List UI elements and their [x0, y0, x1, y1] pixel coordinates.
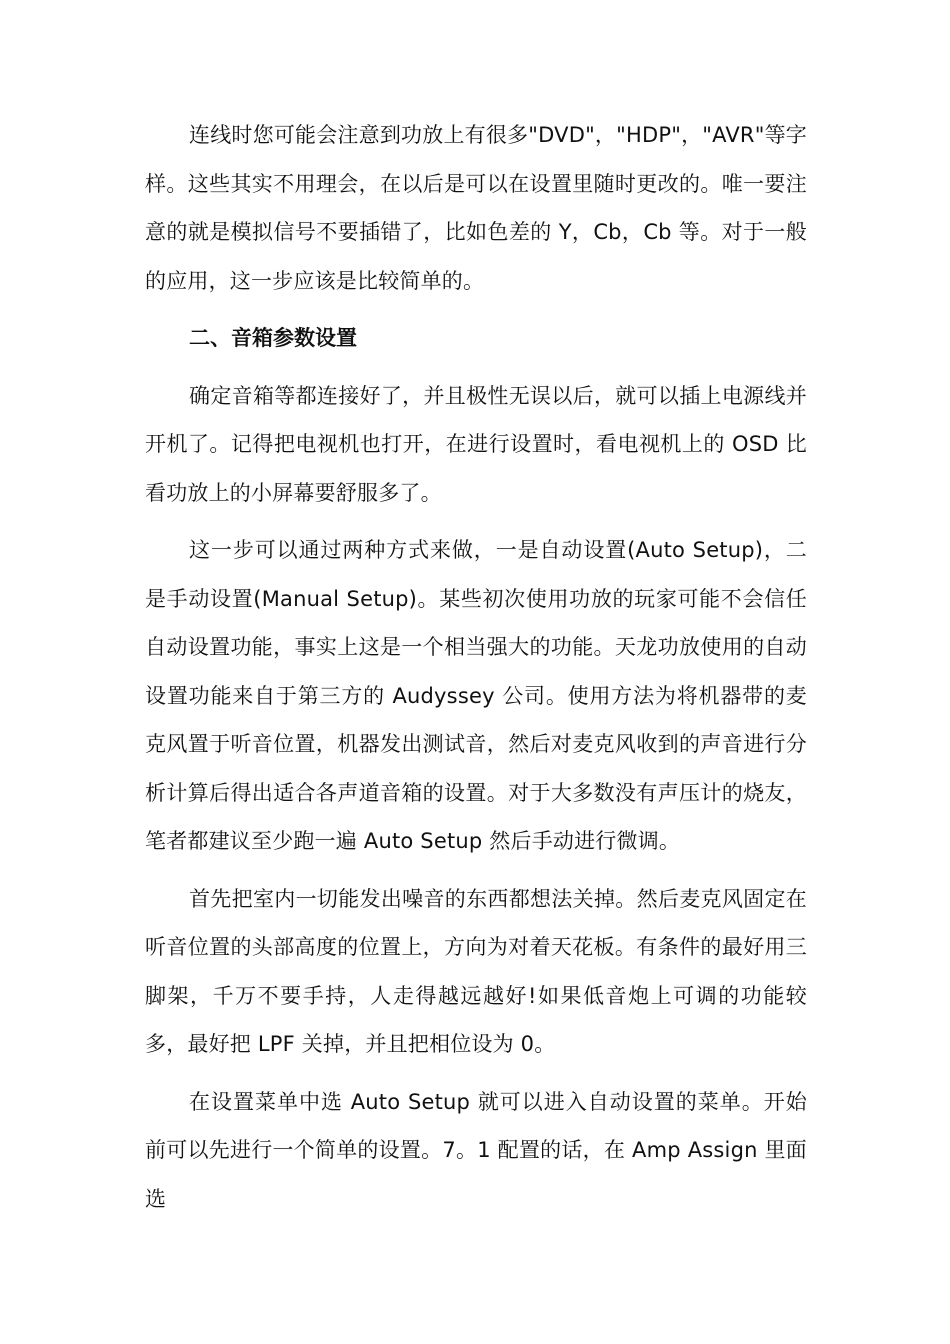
paragraph-microphone: 首先把室内一切能发出噪音的东西都想法关掉。然后麦克风固定在听音位置的头部高度的位置上，方向为对着天花板。有条件的最好用三脚架，千万不要手持，人走得越远越好!如果低音炮上可调的功能较多，最好把 LPF 关掉，并且把相位设为 0。 [145, 886, 807, 1056]
paragraph-auto-setup-menu: 在设置菜单中选 Auto Setup 就可以进入自动设置的菜单。开始前可以先进行一个简单的设置。7。1 配置的话，在 Amp Assign 里面选 [145, 1089, 807, 1211]
section-heading: 二、音箱参数设置 [189, 326, 357, 350]
paragraph-setup-methods: 这一步可以通过两种方式来做，一是自动设置(Auto Setup)，二是手动设置(Manual Setup)。某些初次使用功放的玩家可能不会信任自动设置功能，事实上这是一个相当强大的功能。天龙功放使用的自动设置功能来自于第三方的 Audyssey 公司。使用方法为将机器带的麦克风置于听音位置，机器发出测试音，然后对麦克风收到的声音进行分析计算后得出适合各声道音箱的设置。对于大多数没有声压计的烧友，笔者都建议至少跑一遍 Auto Setup 然后手动进行微调。 [145, 538, 807, 853]
paragraph-power-on: 确定音箱等都连接好了，并且极性无误以后，就可以插上电源线并开机了。记得把电视机也打开，在进行设置时，看电视机上的 OSD 比看功放上的小屏幕要舒服多了。 [145, 383, 807, 505]
document-body [145, 111, 807, 1232]
intro-paragraph: 连线时您可能会注意到功放上有很多"DVD"，"HDP"，"AVR"等字样。这些其实不用理会，在以后是可以在设置里随时更改的。唯一要注意的就是模拟信号不要插错了，比如色差的 Y，Cb，Cb 等。对于一般的应用，这一步应该是比较简单的。 [145, 123, 807, 293]
